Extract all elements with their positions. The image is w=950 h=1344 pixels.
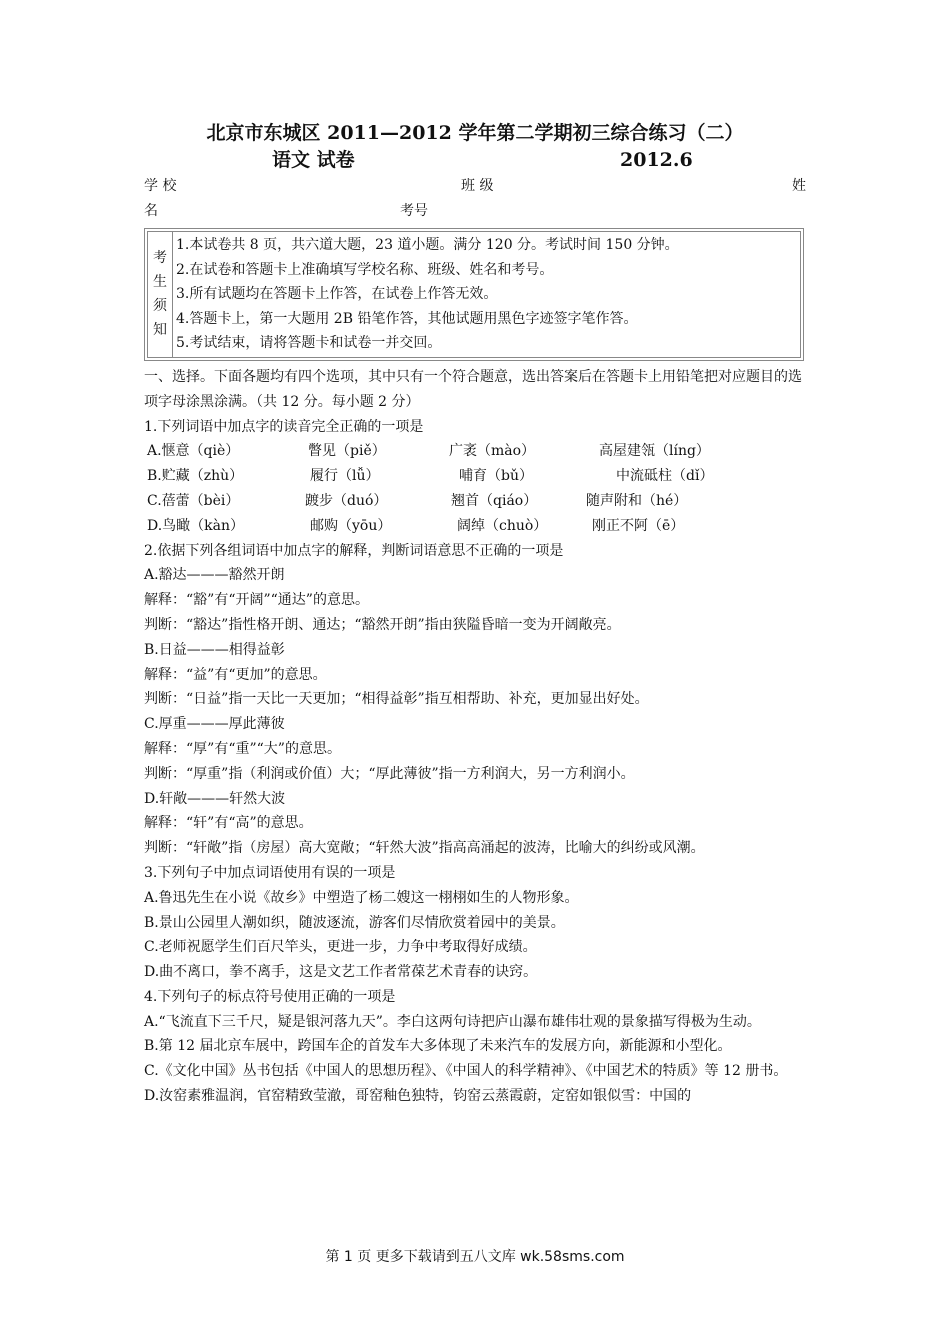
name-field-label-part1: 姓 — [792, 178, 806, 194]
q2-line: 判断：“厚重”指（利润或价值）大；“厚此薄彼”指一方利润大，另一方利润小。 — [144, 765, 635, 782]
question-4-stem: 4.下列句子的标点符号使用正确的一项是 — [144, 988, 396, 1005]
question-body — [144, 365, 806, 1109]
option-word: C.蓓蕾（bèi） — [147, 492, 240, 509]
exam-title: 北京市东城区 2011—2012 学年第二学期初三综合练习（二） — [206, 122, 744, 144]
option-word: 阔绰（chuò） — [457, 517, 548, 534]
question-1-stem: 1.下列词语中加点字的读音完全正确的一项是 — [144, 418, 424, 435]
q2-line: 判断：“日益”指一天比一天更加；“相得益彰”指互相帮助、补充，更加显出好处。 — [144, 691, 649, 708]
q2-line: C.厚重———厚此薄彼 — [144, 716, 285, 733]
option-word: 随声附和（hé） — [586, 492, 688, 509]
option-word: 踱步（duó） — [305, 492, 388, 509]
option-word: 哺育（bǔ） — [459, 468, 533, 485]
exam-date: 2012.6 — [620, 149, 693, 171]
notice-rule: 4.答题卡上，第一大题用 2B 铅笔作答，其他试题用黑色字迹签字笔作答。 — [176, 310, 638, 327]
notice-label-char: 生 — [153, 274, 167, 291]
notice-rule: 1.本试卷共 8 页，共六道大题，23 道小题。满分 120 分。考试时间 150 分钟。 — [176, 237, 679, 253]
option-word: 广袤（mào） — [449, 443, 536, 460]
q3-option: C.老师祝愿学生们百尺竿头，更进一步，力争中考取得好成绩。 — [144, 939, 537, 956]
option-word: 邮购（yōu） — [310, 517, 392, 534]
q4-option: B.第 12 届北京车展中，跨国车企的首发车大多体现了未来汽车的发展方向，新能源和小型化。 — [144, 1038, 732, 1055]
notice-rule: 5.考试结束，请将答题卡和试卷一并交回。 — [176, 335, 442, 352]
subject-label: 语文 试卷 — [272, 149, 355, 171]
option-word: 履行（lǚ） — [310, 468, 380, 485]
question-2-stem: 2.依据下列各组词语中加点字的解释，判断词语意思不正确的一项是 — [144, 542, 564, 559]
q3-option: D.曲不离口，拳不离手，这是文艺工作者常葆艺术青春的诀窍。 — [144, 964, 538, 981]
q2-line: 解释：“轩”有“高”的意思。 — [144, 815, 313, 832]
q2-line: D.轩敞———轩然大波 — [144, 790, 286, 807]
q3-option: B.景山公园里人潮如织，随波逐流，游客们尽情欣赏着园中的美景。 — [144, 914, 565, 931]
q2-line: 解释：“益”有“更加”的意思。 — [144, 666, 327, 683]
q4-option: D.汝窑素雅温润，官窑精致莹澈，哥窑釉色独特，钧窑云蒸霞蔚，定窑如银似雪：中国的 — [144, 1088, 692, 1105]
option-word: 中流砥柱（dǐ） — [616, 468, 714, 485]
exam-notice-box — [144, 228, 804, 361]
notice-rules — [173, 232, 801, 358]
exam-page — [144, 120, 806, 1109]
q2-line: 解释：“厚”有“重”“大”的意思。 — [144, 740, 341, 757]
q1-option-row — [144, 489, 806, 514]
q2-line: A.豁达———豁然开朗 — [144, 567, 285, 584]
school-field-label: 学 校 — [144, 178, 177, 194]
option-word: A.惬意（qiè） — [147, 443, 240, 460]
page-footer: 第 1 页 更多下载请到五八文库 wk.58sms.com — [325, 1249, 625, 1265]
q2-line: 判断：“豁达”指性格开朗、通达；“豁然开朗”指由狭隘昏暗一变为开阔敞亮。 — [144, 616, 621, 633]
option-word: 高屋建瓴（líng） — [599, 443, 710, 460]
name-field-label-part2: 名 — [144, 203, 158, 219]
q1-option-row — [144, 439, 806, 464]
section-intro: 一、选择。下面各题均有四个选项，其中只有一个符合题意，选出答案后在答题卡上用铅笔把对应题目的选项字母涂黑涂满。（共 12 分。每小题 2 分） — [144, 368, 802, 410]
option-word: D.鸟瞰（kàn） — [147, 517, 245, 534]
exam-number-label: 考号 — [400, 203, 428, 219]
option-word: 瞥见（piě） — [308, 443, 386, 460]
notice-label-char: 知 — [153, 322, 167, 339]
student-info-fields — [144, 174, 806, 224]
q4-option: C.《文化中国》丛书包括《中国人的思想历程》、《中国人的科学精神》、《中国艺术的特质》等 12 册书。 — [144, 1063, 788, 1080]
q3-option: A.鲁迅先生在小说《故乡》中塑造了杨二嫂这一栩栩如生的人物形象。 — [144, 889, 579, 906]
q2-line: B.日益———相得益彰 — [144, 641, 285, 658]
option-word: B.贮藏（zhù） — [147, 468, 244, 485]
q2-line: 解释：“豁”有“开阔”“通达”的意思。 — [144, 592, 369, 609]
q4-option: A.“飞流直下三千尺，疑是银河落九天”。李白这两句诗把庐山瀑布雄伟壮观的景象描写得极为生动。 — [144, 1013, 761, 1030]
notice-label-char: 考 — [153, 250, 167, 267]
notice-rule: 3.所有试题均在答题卡上作答，在试卷上作答无效。 — [176, 286, 498, 303]
q1-option-row — [144, 514, 806, 539]
option-word: 刚正不阿（ē） — [592, 517, 685, 534]
q2-line: 判断：“轩敞”指（房屋）高大宽敞；“轩然大波”指高高涌起的波涛，比喻大的纠纷或风潮。 — [144, 840, 705, 857]
notice-label — [148, 232, 173, 358]
question-3-stem: 3.下列句子中加点词语使用有误的一项是 — [144, 864, 396, 881]
subtitle-row — [144, 147, 806, 174]
notice-label-char: 须 — [153, 298, 167, 315]
notice-rule: 2.在试卷和答题卡上准确填写学校名称、班级、姓名和考号。 — [176, 261, 554, 278]
class-field-label: 班 级 — [461, 178, 494, 194]
q1-option-row — [144, 464, 806, 489]
option-word: 翘首（qiáo） — [451, 492, 538, 509]
